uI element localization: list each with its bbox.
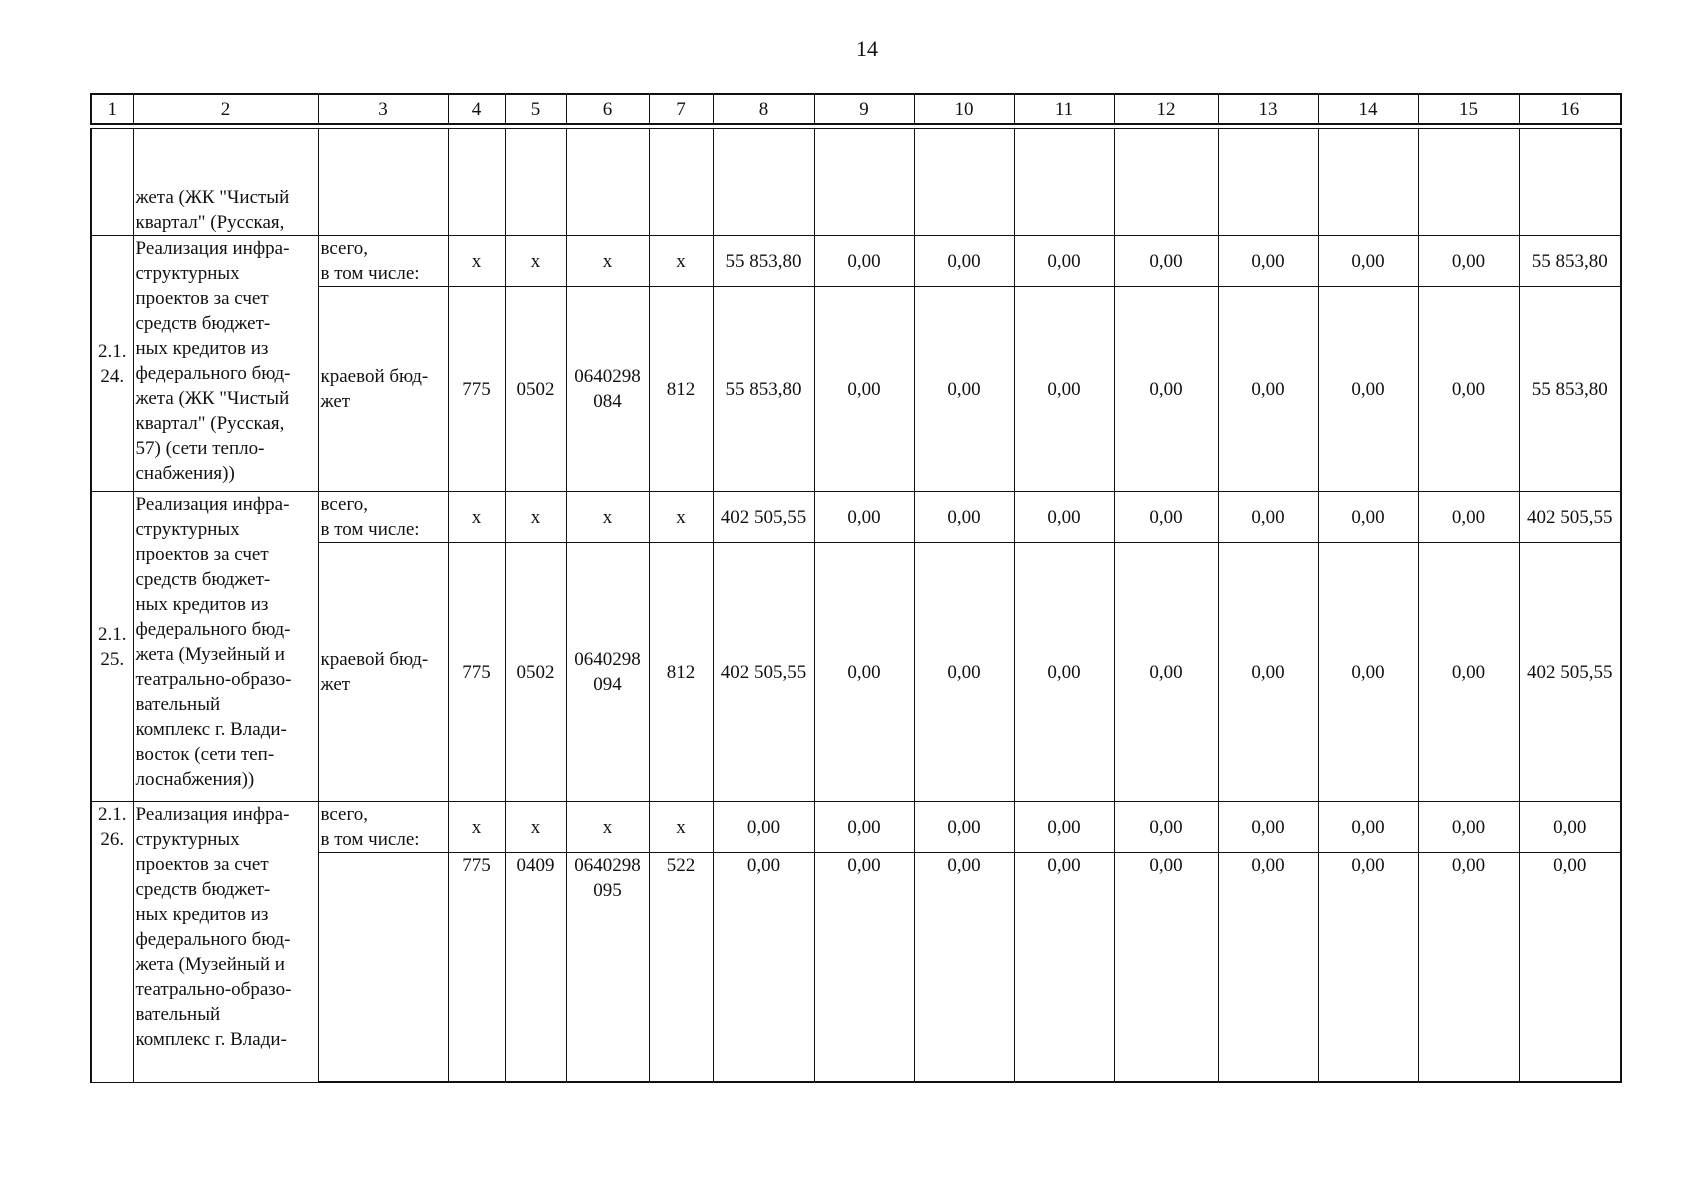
col-5-value: 0502 [505,543,566,802]
amount-col-9: 0,00 [814,853,914,1083]
amount-col-8: 402 505,55 [713,543,814,802]
amount-col-12: 0,00 [1114,802,1218,853]
amount-col-9: 0,00 [814,802,914,853]
cell-empty [1519,129,1621,236]
table-row-source [91,543,1621,802]
amount-col-10: 0,00 [914,802,1014,853]
column-header-8: 8 [713,94,814,124]
cell-empty [1014,129,1114,236]
col-7-value: x [649,802,713,853]
column-header-6: 6 [566,94,649,124]
col-4-value: x [448,802,505,853]
row-name: Реализация инфра- структурных проектов за счет средств бюджет- ных кредитов из федерального бюд- жета (Музейный и театрально-образо- вательный комплекс г. Влади- восток (сети теп- лоснабжения)) [133,492,318,802]
col-6-value: x [566,492,649,543]
col-6-value: x [566,236,649,287]
column-header-11: 11 [1014,94,1114,124]
amount-col-11: 0,00 [1014,236,1114,287]
table-row-total [91,236,1621,287]
cell-empty [566,129,649,236]
amount-col-11: 0,00 [1014,802,1114,853]
cell-empty [1114,129,1218,236]
amount-col-10: 0,00 [914,287,1014,492]
amount-col-13: 0,00 [1218,236,1318,287]
column-header-5: 5 [505,94,566,124]
source-label: краевой бюд- жет [318,287,448,492]
column-header-10: 10 [914,94,1014,124]
table-row-total [91,492,1621,543]
column-header-14: 14 [1318,94,1418,124]
column-header-4: 4 [448,94,505,124]
row-name: Реализация инфра- структурных проектов за счет средств бюджет- ных кредитов из федерального бюд- жета (ЖК "Чистый квартал" (Русская, 57) (сети тепло- снабжения)) [133,236,318,492]
table-row-total [91,802,1621,853]
amount-col-14: 0,00 [1318,236,1418,287]
col-6-value: x [566,802,649,853]
amount-col-16: 0,00 [1519,802,1621,853]
col-4-value: x [448,492,505,543]
amount-col-15: 0,00 [1418,492,1519,543]
continued-row [91,129,1621,236]
amount-col-8: 55 853,80 [713,287,814,492]
source-label [318,853,448,1083]
amount-col-13: 0,00 [1218,492,1318,543]
col-5-value: x [505,802,566,853]
col-7-value: x [649,492,713,543]
amount-col-14: 0,00 [1318,802,1418,853]
cell-empty [1318,129,1418,236]
source-label: краевой бюд- жет [318,543,448,802]
column-header-12: 12 [1114,94,1218,124]
amount-col-12: 0,00 [1114,853,1218,1083]
column-header-13: 13 [1218,94,1318,124]
amount-col-8: 55 853,80 [713,236,814,287]
column-header-3: 3 [318,94,448,124]
source-label: всего, в том числе: [318,236,448,287]
amount-col-14: 0,00 [1318,853,1418,1083]
amount-col-15: 0,00 [1418,236,1519,287]
amount-col-8: 0,00 [713,802,814,853]
table-row-source [91,287,1621,492]
amount-col-14: 0,00 [1318,492,1418,543]
amount-col-12: 0,00 [1114,543,1218,802]
table-row-source [91,853,1621,1083]
col-5-value: 0502 [505,287,566,492]
amount-col-16: 402 505,55 [1519,543,1621,802]
cell-empty [505,129,566,236]
amount-col-11: 0,00 [1014,853,1114,1083]
amount-col-11: 0,00 [1014,492,1114,543]
amount-col-16: 0,00 [1519,853,1621,1083]
amount-col-8: 402 505,55 [713,492,814,543]
amount-col-9: 0,00 [814,287,914,492]
amount-col-11: 0,00 [1014,543,1114,802]
amount-col-12: 0,00 [1114,236,1218,287]
amount-col-9: 0,00 [814,236,914,287]
amount-col-10: 0,00 [914,543,1014,802]
column-header-16: 16 [1519,94,1621,124]
col-7-value: x [649,236,713,287]
row-number: 2.1. 26. [91,802,133,1083]
amount-col-14: 0,00 [1318,543,1418,802]
amount-col-16: 55 853,80 [1519,236,1621,287]
col-5-value: x [505,492,566,543]
page-number: 14 [856,36,878,61]
column-header-9: 9 [814,94,914,124]
amount-col-9: 0,00 [814,492,914,543]
column-header-2: 2 [133,94,318,124]
amount-col-10: 0,00 [914,492,1014,543]
budget-table [90,93,1622,1083]
col-4-value: x [448,236,505,287]
cell-empty [649,129,713,236]
col-6-value: 0640298 095 [566,853,649,1083]
amount-col-15: 0,00 [1418,543,1519,802]
amount-col-12: 0,00 [1114,492,1218,543]
col-5-value: 0409 [505,853,566,1083]
col-6-value: 0640298 084 [566,287,649,492]
amount-col-13: 0,00 [1218,853,1318,1083]
source-label: всего, в том числе: [318,492,448,543]
amount-col-15: 0,00 [1418,853,1519,1083]
cell-empty [814,129,914,236]
amount-col-15: 0,00 [1418,287,1519,492]
cell-empty [1218,129,1318,236]
row-number: 2.1. 25. [91,492,133,802]
cell-empty [713,129,814,236]
amount-col-10: 0,00 [914,236,1014,287]
amount-col-11: 0,00 [1014,287,1114,492]
source-label: всего, в том числе: [318,802,448,853]
row-number: 2.1. 24. [91,236,133,492]
cell-empty [318,129,448,236]
column-number-header [91,94,1621,124]
col-4-value: 775 [448,853,505,1083]
column-header-15: 15 [1418,94,1519,124]
amount-col-16: 402 505,55 [1519,492,1621,543]
amount-col-10: 0,00 [914,853,1014,1083]
amount-col-13: 0,00 [1218,287,1318,492]
column-header-7: 7 [649,94,713,124]
col-4-value: 775 [448,543,505,802]
col-7-value: 812 [649,287,713,492]
cell-name: жета (ЖК "Чистый квартал" (Русская, [133,129,318,236]
cell-empty [1418,129,1519,236]
amount-col-9: 0,00 [814,543,914,802]
col-6-value: 0640298 094 [566,543,649,802]
amount-col-15: 0,00 [1418,802,1519,853]
col-5-value: x [505,236,566,287]
amount-col-13: 0,00 [1218,802,1318,853]
amount-col-14: 0,00 [1318,287,1418,492]
col-7-value: 522 [649,853,713,1083]
cell-empty [914,129,1014,236]
cell-num [91,129,133,236]
amount-col-13: 0,00 [1218,543,1318,802]
row-name: Реализация инфра- структурных проектов за счет средств бюджет- ных кредитов из федерального бюд- жета (Музейный и театрально-образо- вательный комплекс г. Влади- [133,802,318,1083]
col-4-value: 775 [448,287,505,492]
amount-col-16: 55 853,80 [1519,287,1621,492]
col-7-value: 812 [649,543,713,802]
amount-col-8: 0,00 [713,853,814,1083]
cell-empty [448,129,505,236]
column-header-1: 1 [91,94,133,124]
amount-col-12: 0,00 [1114,287,1218,492]
